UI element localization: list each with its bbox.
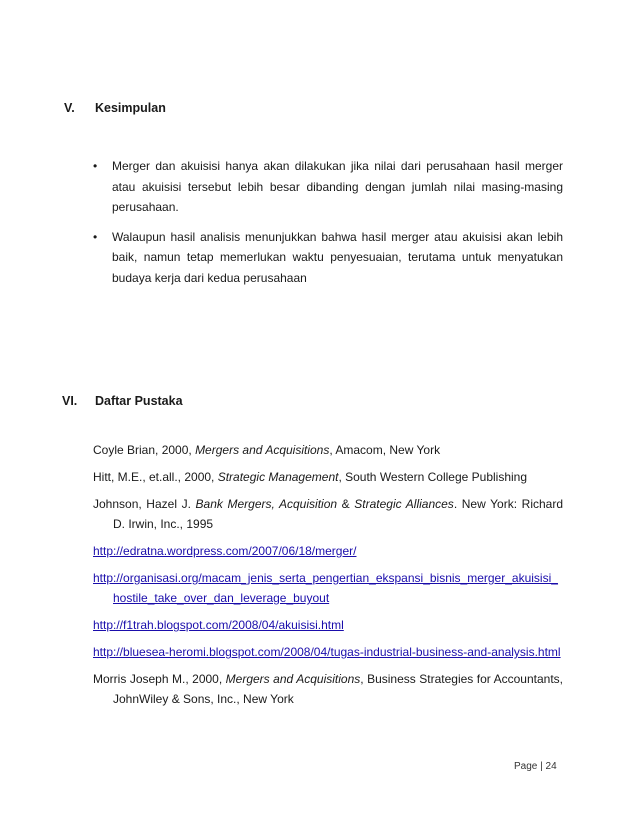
ref-title: Bank Mergers, Acquisition	[195, 497, 338, 511]
reference-item	[93, 669, 563, 709]
ref-text: &	[337, 497, 355, 511]
bullet-icon: •	[93, 229, 98, 244]
ref-title: Mergers and Acquisitions	[225, 672, 361, 686]
ref-text: Morris Joseph M., 2000,	[93, 672, 226, 686]
bullet-text: Merger dan akuisisi hanya akan dilakukan jika nilai dari perusahaan hasil merger atau akuisisi tersebut lebih besar dibanding dengan jumlah nilai masing-masing perusahaan.	[112, 159, 563, 214]
ref-text: , South Western College Publishing	[338, 470, 528, 484]
reference-link[interactable]: http://organisasi.org/macam_jenis_serta_pengertian_ekspansi_bisnis_merger_akuisisi_hostile_take_over_dan_leverage_buyout	[93, 571, 558, 605]
conclusion-list	[93, 156, 563, 297]
reference-item	[93, 642, 563, 662]
ref-text: Coyle Brian, 2000,	[93, 443, 196, 457]
ref-text: . New York: Richard D. Irwin, Inc., 1995	[113, 497, 564, 531]
reference-link[interactable]: http://bluesea-heromi.blogspot.com/2008/04/tugas-industrial-business-and-analysis.html	[93, 645, 561, 659]
page-number: Page | 24	[514, 761, 557, 772]
ref-text: , Business Strategies for Accountants, JohnWiley & Sons, Inc., New York	[113, 672, 563, 706]
reference-item	[93, 541, 563, 561]
section-title: Daftar Pustaka	[95, 394, 183, 408]
reference-link[interactable]: http://f1trah.blogspot.com/2008/04/akuisisi.html	[93, 618, 344, 632]
reference-item	[93, 615, 563, 635]
ref-text: , Amacom, New York	[329, 443, 441, 457]
reference-item	[93, 440, 563, 460]
list-item	[93, 227, 563, 289]
ref-title: Strategic Management	[217, 470, 339, 484]
bullet-icon: •	[93, 159, 98, 173]
list-item	[93, 156, 563, 218]
reference-link[interactable]: http://edratna.wordpress.com/2007/06/18/merger/	[93, 544, 357, 558]
reference-item	[93, 568, 563, 608]
section-number: VI.	[62, 394, 78, 408]
reference-item	[93, 494, 563, 534]
ref-text: Hitt, M.E., et.all., 2000,	[93, 470, 218, 484]
section-heading-kesimpulan	[64, 101, 166, 115]
section-number: V.	[64, 101, 75, 115]
section-title: Kesimpulan	[95, 101, 166, 115]
reference-list	[93, 440, 563, 716]
section-heading-daftar-pustaka	[62, 394, 183, 408]
bullet-text: Walaupun hasil analisis menunjukkan bahwa hasil merger atau akuisisi akan lebih baik, namun tetap memerlukan waktu penyesuaian, terutama untuk menyatukan budaya kerja dari kedua perusahaan	[112, 229, 563, 285]
ref-title: Mergers and Acquisitions	[195, 443, 330, 457]
reference-item	[93, 467, 563, 487]
ref-text: Johnson, Hazel J.	[93, 497, 196, 511]
ref-title: Strategic Alliances	[354, 497, 454, 511]
